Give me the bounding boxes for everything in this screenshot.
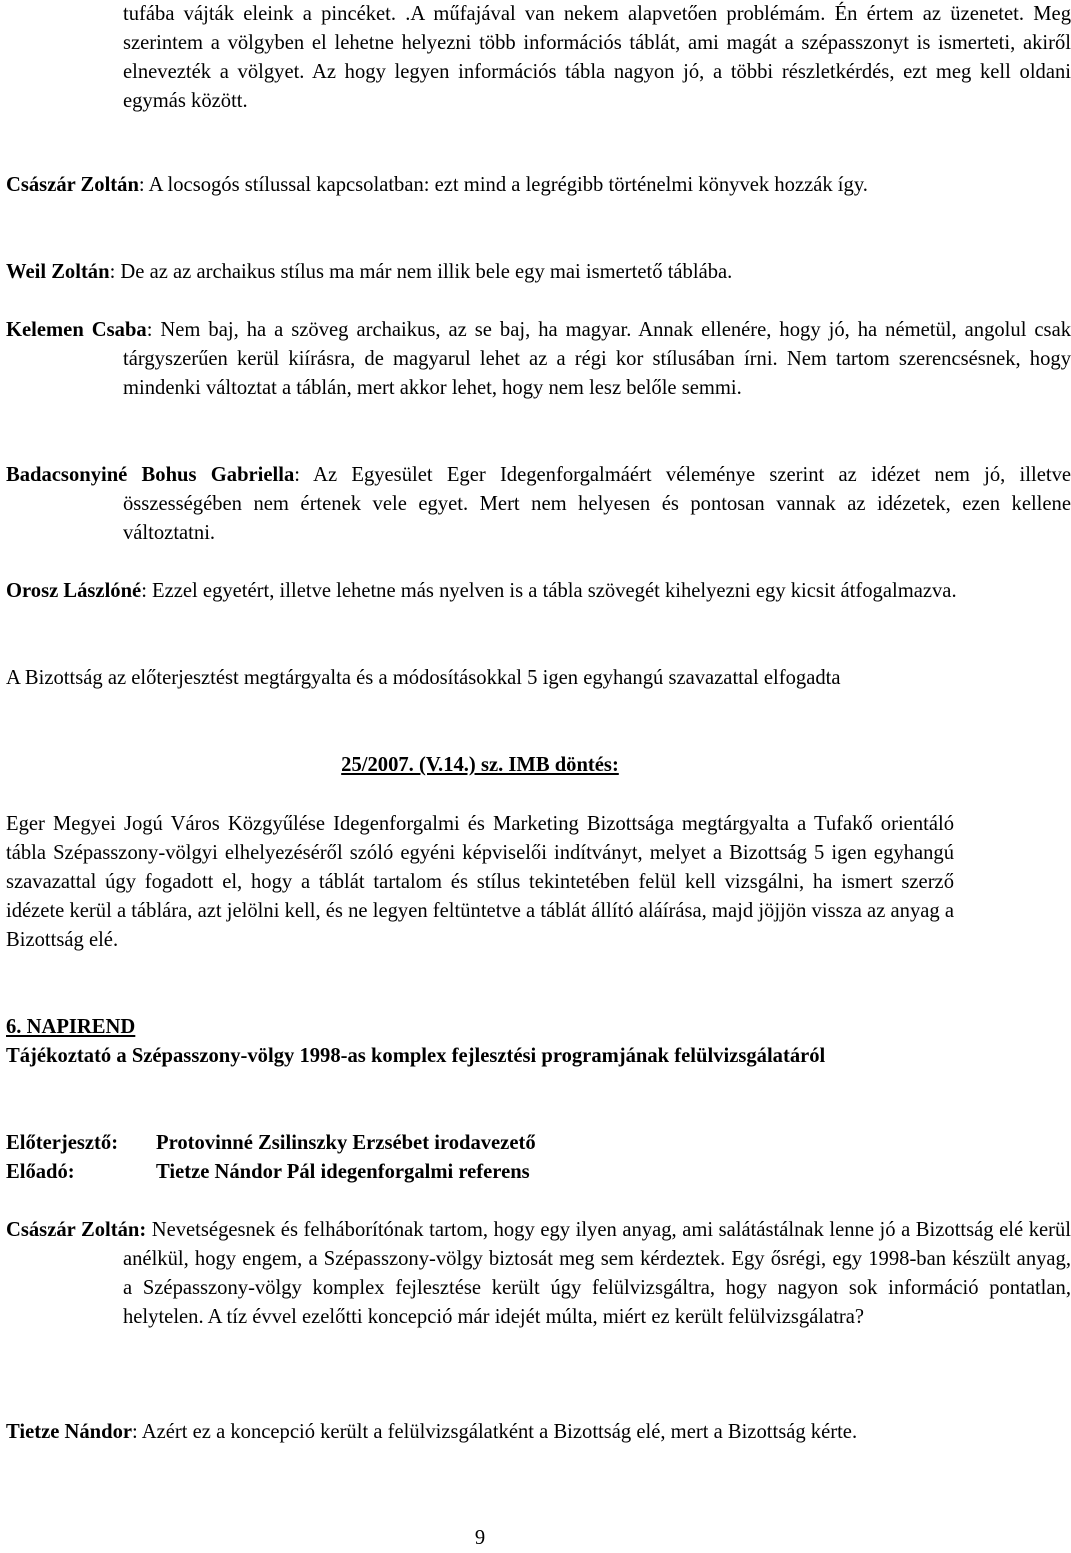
statement-tietze	[6, 1418, 1071, 1447]
speaker-name: Császár Zoltán:	[6, 1219, 147, 1241]
speaker-name: Weil Zoltán	[6, 261, 110, 283]
committee-result: A Bizottság az előterjesztést megtárgyalta és a módosításokkal 5 igen egyhangú szavazattal elfogadta	[6, 667, 841, 689]
page-number: 9	[474, 1527, 486, 1549]
speaker-name: Orosz Lászlóné	[6, 580, 142, 602]
statement-text: : Az Egyesület Eger Idegenforgalmáért véleménye szerint az idézet nem jó, illetve összességében nem értenek vele egyet. Mert nem helyesen és pontosan vannak az idézetek, ezen kellene változtatni.	[123, 464, 1071, 544]
statement-csaszar-2	[6, 1216, 1071, 1332]
speaker-name: Badacsonyiné Bohus Gabriella	[6, 464, 295, 486]
decision-title: 25/2007. (V.14.) sz. IMB döntés:	[341, 754, 619, 776]
statement-text: : De az az archaikus stílus ma már nem illik bele egy mai ismertető táblába.	[109, 261, 733, 283]
agenda-title: Tájékoztató a Szépasszony-völgy 1998-as komplex fejlesztési programjának felülvizsgálatáról	[6, 1045, 826, 1067]
statement-weil	[6, 258, 1071, 287]
speaker-role-value: Tietze Nándor Pál idegenforgalmi referens	[156, 1161, 530, 1183]
statement-text: : Ezzel egyetért, illetve lehetne más nyelven is a tábla szövegét kihelyezni egy kicsit átfogalmazva.	[141, 580, 957, 602]
statement-kelemen	[6, 316, 1071, 403]
speaker-name: Császár Zoltán	[6, 174, 139, 196]
agenda-heading	[6, 1013, 954, 1042]
presenter-row	[6, 1129, 954, 1158]
presenter-value: Protovinné Zsilinszky Erzsébet irodavezető	[156, 1132, 536, 1154]
speaker-role-row	[6, 1158, 954, 1187]
statement-text: : A locsogós stílussal kapcsolatban: ezt mind a legrégibb történelmi könyvek hozzák így.	[138, 174, 868, 196]
speaker-name: Tietze Nándor	[6, 1421, 133, 1443]
statement-csaszar-1	[6, 171, 1071, 200]
statement-text: : Nem baj, ha a szöveg archaikus, az se baj, ha magyar. Annak ellenére, hogy jó, ha németül, angolul csak tárgyszerűen kerül kiírásra, de magyarul lehet az a régi kor stílusában írni. Nem tartom szerencsésnek, hogy mindenki változtat a táblán, mert akkor lehet, hogy nem lesz belőle semmi.	[123, 319, 1071, 399]
statement-orosz	[6, 577, 1071, 606]
paragraph-continuation	[6, 0, 1071, 116]
decision-text: Eger Megyei Jogú Város Közgyűlése Idegenforgalmi és Marketing Bizottsága megtárgyalta a Tufakő orientáló tábla Szépasszony-völgyi elhelyezéséről szóló egyéni képviselői indítványt, melyet a Bizottság 5 igen egyhangú szavazattal úgy fogadott el, hogy a táblát tartalom és stílus tekintetében felül kell vizsgálni, ha ismert szerző idézete kerül a táblára, azt jelölni kell, és ne legyen feltüntetve a táblát állító aláírása, majd jöjjön vissza az anyag a Bizottság elé.	[6, 813, 954, 951]
agenda-heading-text: 6. NAPIREND	[6, 1016, 136, 1038]
presenter-label: Előterjesztő:	[6, 1132, 119, 1154]
statement-badacsonyine	[6, 461, 1071, 548]
paragraph-text: tufába vájták eleink a pincéket. .A műfajával van nekem alapvetően problémám. Én értem az üzenetet. Meg szerintem a völgyben el lehetne helyezni több információs táblát, ami magát a szépasszonyt is ismerteti, akiről elnevezték a völgyet. Az hogy legyen információs tábla nagyon jó, a többi részletkérdés, ezt meg kell oldani egymás között.	[123, 3, 1071, 112]
statement-text: : Azért ez a koncepció került a felülvizsgálatként a Bizottság elé, mert a Bizottság kérte.	[132, 1421, 858, 1443]
speaker-role-label: Előadó:	[6, 1161, 75, 1183]
speaker-name: Kelemen Csaba	[6, 319, 147, 341]
statement-text: Nevetségesnek és felháborítónak tartom, hogy egy ilyen anyag, ami salátástálnak lenne jó a Bizottság elé kerül anélkül, hogy engem, a Szépasszony-völgy biztosát meg sem kérdeztek. Egy ősrégi, egy 1998-ban készült anyag, a Szépasszony-völgy komplex fejlesztése került úgy felülvizsgáltra, hogy nagyon sok információ pontatlan, helytelen. A tíz évvel ezelőtti koncepció már idejét múlta, miért ez került felülvizsgálatra?	[123, 1219, 1071, 1328]
